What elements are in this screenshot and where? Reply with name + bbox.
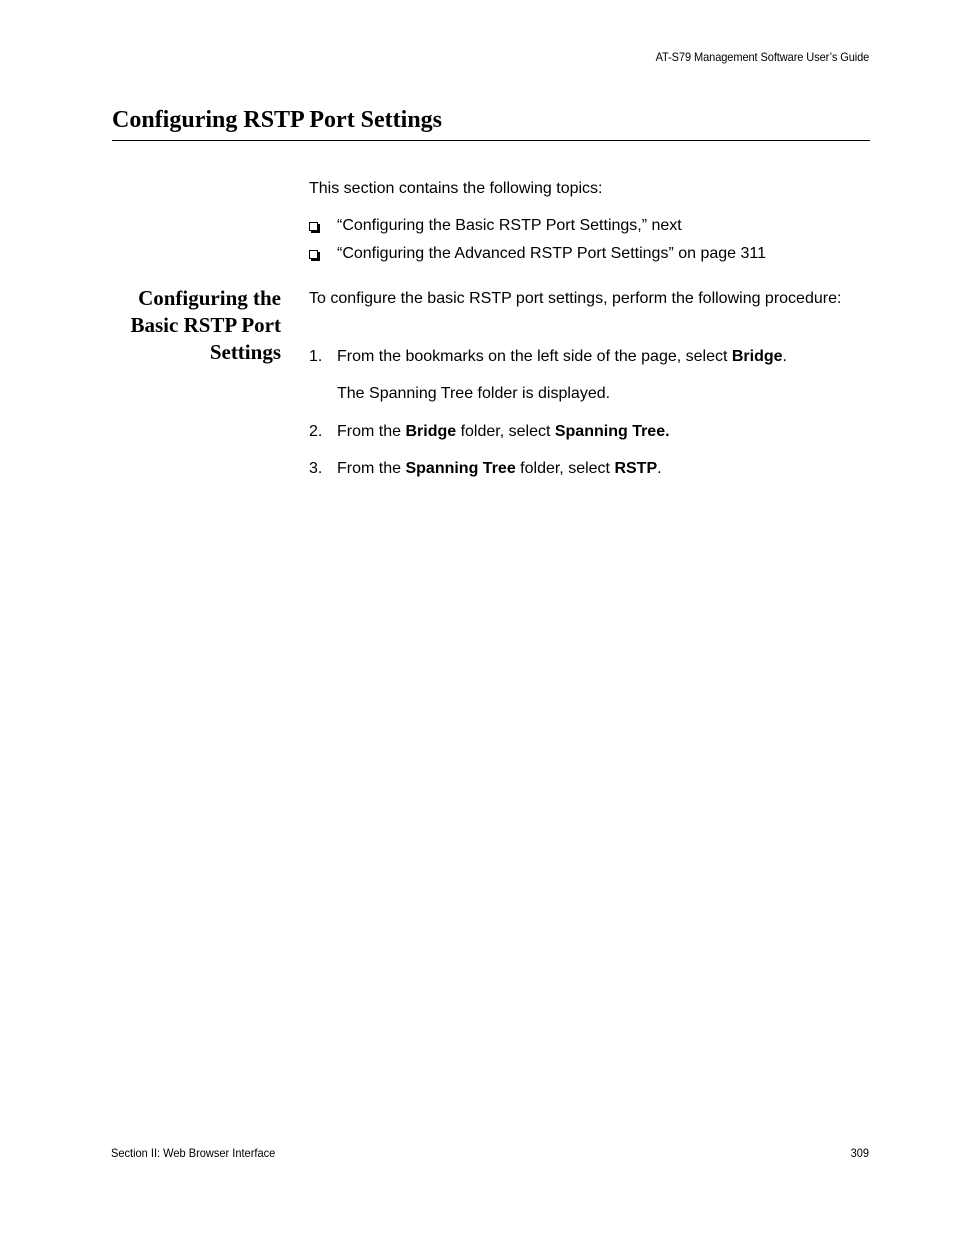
- procedure-step-1: [309, 347, 787, 367]
- subsection-heading: [100, 285, 281, 366]
- footer-section-label: Section II: Web Browser Interface: [111, 1146, 276, 1160]
- subsection-heading-line: Configuring the: [138, 286, 281, 310]
- step-text: From the: [337, 423, 406, 440]
- step-bold-term: Bridge: [731, 348, 783, 365]
- subsection-heading-line: Settings: [209, 340, 281, 364]
- procedure-lead: To configure the basic RSTP port settings, perform the following procedure:: [309, 290, 842, 307]
- page-title: Configuring RSTP Port Settings: [112, 107, 443, 133]
- topic-text: “Configuring the Basic RSTP Port Settings,” next: [337, 217, 682, 234]
- procedure-step-2: [309, 422, 670, 442]
- step-text: .: [782, 348, 787, 365]
- step-bold-term: RSTP: [614, 460, 658, 477]
- running-header: AT-S79 Management Software User’s Guide: [655, 50, 869, 64]
- checkbox-bullet-icon: [309, 222, 318, 231]
- checkbox-bullet-icon: [309, 250, 318, 259]
- step-1-note: The Spanning Tree folder is displayed.: [337, 385, 611, 402]
- step-bold-term: Spanning Tree: [405, 460, 516, 477]
- topic-item: [309, 216, 766, 244]
- step-bold-term: Bridge: [405, 423, 457, 440]
- topic-list: [309, 216, 766, 272]
- step-text: folder, select: [456, 423, 555, 440]
- title-rule: [112, 140, 870, 141]
- step-bold-term: Spanning Tree.: [554, 423, 670, 440]
- step-text: From the: [337, 460, 406, 477]
- intro-paragraph: This section contains the following topics:: [309, 180, 603, 197]
- topic-item: [309, 244, 766, 272]
- procedure-step-3: [309, 459, 662, 479]
- subsection-heading-line: Basic RSTP Port: [130, 313, 281, 337]
- step-number: 3.: [309, 460, 323, 477]
- step-text: From the bookmarks on the left side of the page, select: [337, 348, 732, 365]
- step-number: 1.: [309, 348, 323, 365]
- topic-text: “Configuring the Advanced RSTP Port Settings” on page 311: [337, 245, 767, 262]
- footer-page-number: 309: [850, 1146, 869, 1160]
- step-number: 2.: [309, 423, 323, 440]
- step-text: .: [657, 460, 662, 477]
- step-text: folder, select: [515, 460, 615, 477]
